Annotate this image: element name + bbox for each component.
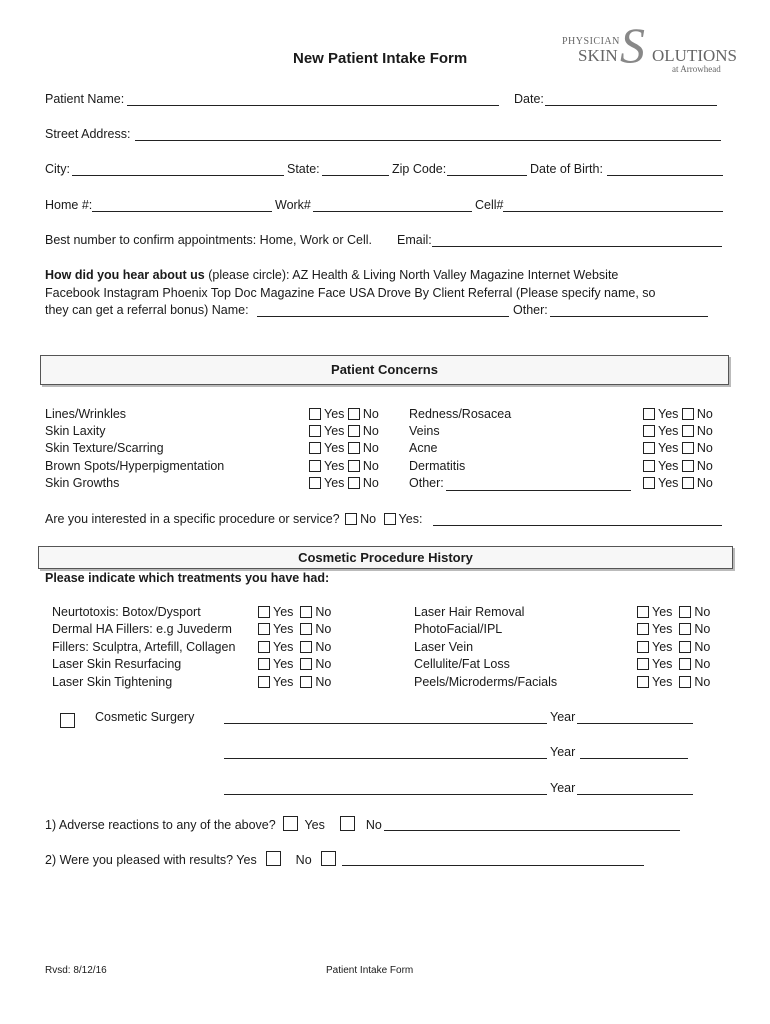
concern-label: Veins (409, 424, 440, 438)
pleased-yes-checkbox[interactable] (266, 851, 281, 866)
yes-no-pair (643, 424, 713, 438)
treatment-label: Cellulite/Fat Loss (414, 657, 510, 671)
logo-skin: SKIN (578, 46, 618, 65)
referral-question: How did you hear about us (45, 268, 205, 282)
yes-no-pair (643, 459, 713, 473)
yes-no-pair (637, 622, 710, 636)
zip-label: Zip Code: (392, 162, 447, 176)
yes-checkbox[interactable] (258, 641, 270, 653)
yes-checkbox[interactable] (643, 442, 655, 454)
logo-physician: PHYSICIAN (562, 36, 620, 47)
no-checkbox[interactable] (682, 425, 694, 437)
best-number-label: Best number to confirm appointments: Home, Work or Cell. (45, 233, 372, 247)
no-checkbox[interactable] (682, 442, 694, 454)
concern-label: Skin Laxity (45, 424, 106, 438)
yes-label: Yes (273, 622, 294, 636)
adverse-reactions-row (45, 816, 382, 832)
treatment-label: PhotoFacial/IPL (414, 622, 503, 636)
dob-label: Date of Birth: (530, 162, 603, 176)
yes-label: Yes (273, 657, 294, 671)
yes-label: Yes (273, 640, 294, 654)
no-checkbox[interactable] (679, 606, 691, 618)
treatments-instruction: Please indicate which treatments you have had: (45, 571, 330, 585)
cosmetic-surgery-checkbox[interactable] (60, 713, 75, 728)
yes-checkbox[interactable] (643, 460, 655, 472)
no-checkbox[interactable] (300, 658, 312, 670)
referral-options-1: (please circle): AZ Health & Living North Valley Magazine Internet Website (208, 268, 619, 282)
email-label: Email: (397, 233, 432, 247)
yes-label: Yes (324, 476, 345, 490)
treatment-label: Neurtotoxis: Botox/Dysport (52, 605, 201, 619)
adverse-reactions-question: 1) Adverse reactions to any of the above? (45, 818, 276, 832)
zip-field[interactable] (447, 175, 527, 176)
concern-label: Skin Texture/Scarring (45, 441, 164, 455)
patient-name-field[interactable] (127, 105, 499, 106)
no-label: No (362, 424, 379, 438)
no-label: No (362, 459, 379, 473)
no-checkbox[interactable] (348, 442, 360, 454)
yes-label: Yes (273, 675, 294, 689)
yes-label: Yes (652, 605, 673, 619)
yes-no-pair (637, 675, 710, 689)
state-label: State: (287, 162, 320, 176)
yes-checkbox[interactable] (258, 658, 270, 670)
yes-label: Yes (324, 441, 345, 455)
yes-no-pair (643, 476, 713, 490)
yes-checkbox[interactable] (309, 408, 321, 420)
yes-label: Yes (324, 424, 345, 438)
treatment-label: Fillers: Sculptra, Artefill, Collagen (52, 640, 236, 654)
yes-checkbox[interactable] (643, 408, 655, 420)
city-field[interactable] (72, 175, 284, 176)
other-concern-field[interactable] (446, 490, 631, 491)
dob-field[interactable] (607, 175, 723, 176)
yes-checkbox[interactable] (637, 641, 649, 653)
yes-no-pair (258, 622, 331, 636)
logo (560, 17, 745, 82)
no-checkbox[interactable] (300, 676, 312, 688)
yes-no-pair (643, 407, 713, 421)
yes-label: Yes (652, 640, 673, 654)
cosmetic-surgery-label: Cosmetic Surgery (95, 710, 195, 724)
no-checkbox[interactable] (682, 460, 694, 472)
no-label: No (694, 605, 711, 619)
yes-label: Yes (658, 476, 679, 490)
yes-checkbox[interactable] (637, 676, 649, 688)
year-label: Year (550, 781, 576, 795)
referral-other-field[interactable] (550, 316, 708, 317)
cell-phone-field[interactable] (503, 211, 723, 212)
no-checkbox[interactable] (300, 606, 312, 618)
yes-checkbox[interactable] (637, 606, 649, 618)
concern-label: Lines/Wrinkles (45, 407, 127, 421)
yes-no-pair (309, 424, 379, 438)
year-field-1[interactable] (577, 723, 693, 724)
yes-no-pair (258, 657, 331, 671)
yes-checkbox[interactable] (643, 425, 655, 437)
date-label: Date: (514, 92, 544, 106)
referral-other-label: Other: (513, 303, 548, 317)
yes-label: Yes (324, 459, 345, 473)
no-checkbox[interactable] (682, 408, 694, 420)
year-label: Year (550, 745, 576, 759)
logo-mark: S (620, 17, 645, 73)
no-label: No (362, 441, 379, 455)
yes-no-pair (258, 605, 331, 619)
referral-options-2: Facebook Instagram Phoenix Top Doc Magazine Face USA Drove By Client Referral (Please specify name, so (45, 286, 656, 300)
street-address-label: Street Address: (45, 127, 131, 141)
procedure-yes-checkbox[interactable] (384, 513, 396, 525)
street-address-field[interactable] (135, 140, 721, 141)
yes-checkbox[interactable] (258, 623, 270, 635)
concern-label: Brown Spots/Hyperpigmentation (45, 459, 225, 473)
no-checkbox[interactable] (348, 425, 360, 437)
procedure-history-banner (38, 546, 733, 569)
procedure-no-label: No (360, 512, 377, 526)
surgery-field-3[interactable] (224, 794, 547, 795)
no-checkbox[interactable] (300, 623, 312, 635)
home-phone-field[interactable] (92, 211, 272, 212)
yes-checkbox[interactable] (309, 477, 321, 489)
yes-checkbox[interactable] (637, 658, 649, 670)
treatment-label: Laser Skin Tightening (52, 675, 173, 689)
adverse-yes-label: Yes (304, 818, 325, 832)
pleased-no-label: No (295, 853, 312, 867)
no-label: No (315, 640, 332, 654)
no-label: No (362, 476, 379, 490)
home-phone-label: Home #: (45, 198, 93, 212)
patient-concerns-banner (40, 355, 729, 385)
no-label: No (694, 640, 711, 654)
yes-label: Yes (324, 407, 345, 421)
yes-label: Yes (652, 675, 673, 689)
no-label: No (694, 675, 711, 689)
procedure-yes-label: Yes: (398, 512, 423, 526)
procedure-yes-field[interactable] (433, 525, 722, 526)
referral-line-1 (45, 268, 618, 282)
cell-phone-label: Cell# (475, 198, 504, 212)
referral-name-field[interactable] (257, 316, 509, 317)
procedure-interest-row (45, 512, 422, 526)
no-label: No (696, 441, 713, 455)
pleased-no-checkbox[interactable] (321, 851, 336, 866)
year-field-3[interactable] (577, 794, 693, 795)
yes-label: Yes (652, 622, 673, 636)
yes-no-pair (637, 605, 710, 619)
email-field[interactable] (432, 246, 722, 247)
procedure-question: Are you interested in a specific procedure or service? (45, 512, 340, 526)
city-label: City: (45, 162, 70, 176)
no-checkbox[interactable] (348, 460, 360, 472)
yes-label: Yes (273, 605, 294, 619)
yes-no-pair (309, 459, 379, 473)
pleased-results-field[interactable] (342, 865, 644, 866)
no-checkbox[interactable] (682, 477, 694, 489)
adverse-yes-checkbox[interactable] (283, 816, 298, 831)
adverse-reactions-field[interactable] (384, 830, 680, 831)
work-phone-label: Work# (275, 198, 311, 212)
treatment-label: Peels/Microderms/Facials (414, 675, 558, 689)
yes-no-pair (258, 675, 331, 689)
yes-checkbox[interactable] (309, 425, 321, 437)
no-label: No (696, 407, 713, 421)
yes-checkbox[interactable] (258, 676, 270, 688)
no-label: No (694, 657, 711, 671)
no-label: No (362, 407, 379, 421)
concern-label: Other: (409, 476, 444, 490)
no-label: No (696, 459, 713, 473)
date-field[interactable] (545, 105, 717, 106)
no-checkbox[interactable] (348, 408, 360, 420)
yes-no-pair (637, 657, 710, 671)
state-field[interactable] (322, 175, 389, 176)
year-field-2[interactable] (580, 758, 688, 759)
no-checkbox[interactable] (679, 641, 691, 653)
no-checkbox[interactable] (679, 658, 691, 670)
procedure-history-heading: Cosmetic Procedure History (298, 550, 473, 565)
page-title: New Patient Intake Form (293, 50, 468, 67)
concern-label: Acne (409, 441, 438, 455)
no-checkbox[interactable] (348, 477, 360, 489)
yes-checkbox[interactable] (643, 477, 655, 489)
yes-label: Yes (652, 657, 673, 671)
yes-label: Yes (658, 407, 679, 421)
no-label: No (696, 424, 713, 438)
surgery-field-2[interactable] (224, 758, 547, 759)
no-checkbox[interactable] (679, 676, 691, 688)
no-label: No (696, 476, 713, 490)
no-label: No (315, 657, 332, 671)
revised-date: Rvsd: 8/12/16 (45, 965, 107, 976)
pleased-results-question: 2) Were you pleased with results? Yes (45, 853, 257, 867)
procedure-no-checkbox[interactable] (345, 513, 357, 525)
yes-no-pair (637, 640, 710, 654)
yes-no-pair (309, 476, 379, 490)
treatment-label: Laser Hair Removal (414, 605, 525, 619)
adverse-no-label: No (365, 818, 382, 832)
work-phone-field[interactable] (313, 211, 472, 212)
logo-olutions: OLUTIONS (652, 46, 737, 65)
yes-checkbox[interactable] (309, 460, 321, 472)
year-label: Year (550, 710, 576, 724)
yes-no-pair (309, 407, 379, 421)
adverse-no-checkbox[interactable] (340, 816, 355, 831)
treatment-label: Laser Skin Resurfacing (52, 657, 182, 671)
no-label: No (315, 675, 332, 689)
surgery-field-1[interactable] (224, 723, 547, 724)
no-checkbox[interactable] (679, 623, 691, 635)
yes-checkbox[interactable] (258, 606, 270, 618)
concern-label: Skin Growths (45, 476, 120, 490)
logo-at-arrowhead: at Arrowhead (672, 64, 721, 74)
footer-form-name: Patient Intake Form (326, 965, 414, 976)
yes-no-pair (309, 441, 379, 455)
concern-label: Redness/Rosacea (409, 407, 512, 421)
yes-label: Yes (658, 459, 679, 473)
referral-name-label: they can get a referral bonus) Name: (45, 303, 249, 317)
treatment-label: Dermal HA Fillers: e.g Juvederm (52, 622, 232, 636)
pleased-results-row (45, 851, 339, 867)
treatment-label: Laser Vein (414, 640, 474, 654)
no-checkbox[interactable] (300, 641, 312, 653)
yes-no-pair (258, 640, 331, 654)
yes-label: Yes (658, 424, 679, 438)
yes-checkbox[interactable] (637, 623, 649, 635)
patient-concerns-heading: Patient Concerns (331, 362, 438, 377)
yes-checkbox[interactable] (309, 442, 321, 454)
concern-label: Dermatitis (409, 459, 466, 473)
yes-label: Yes (658, 441, 679, 455)
yes-no-pair (643, 441, 713, 455)
patient-name-label: Patient Name: (45, 92, 125, 106)
no-label: No (694, 622, 711, 636)
no-label: No (315, 622, 332, 636)
no-label: No (315, 605, 332, 619)
